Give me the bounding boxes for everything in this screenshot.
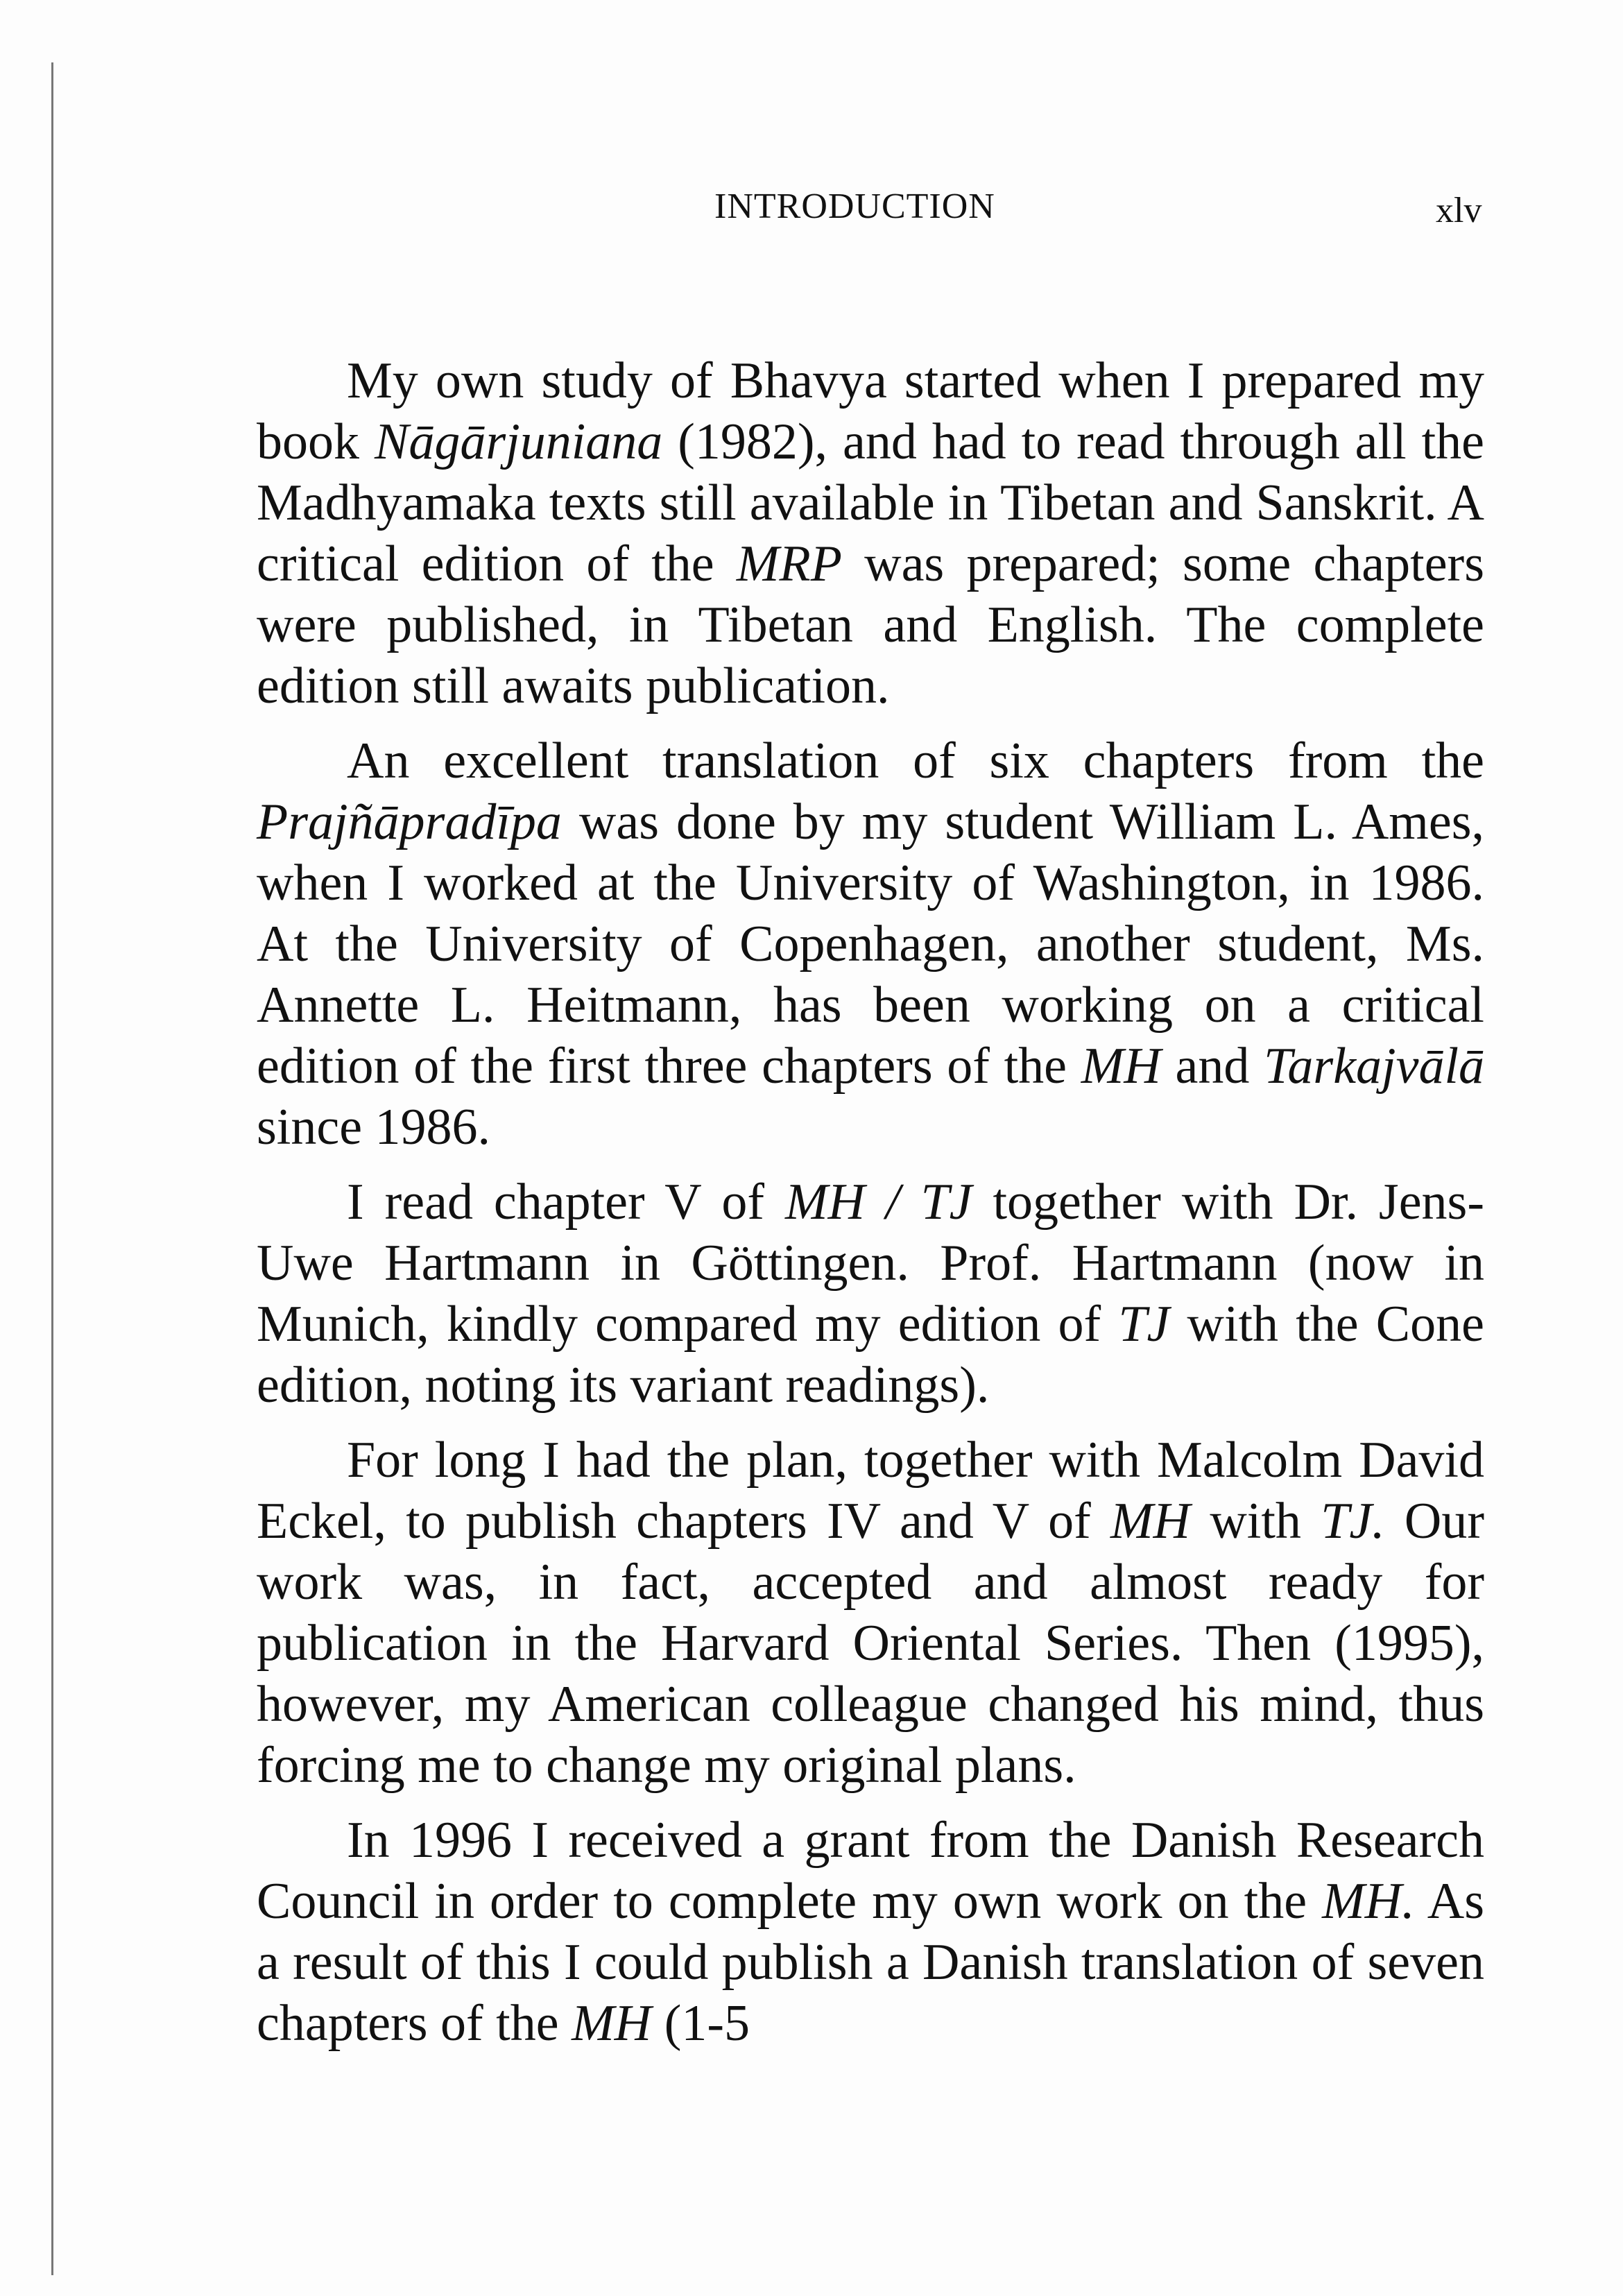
text-run: with	[1190, 1493, 1321, 1550]
running-head: INTRODUCTION	[714, 187, 995, 226]
italic-title: Nāgārjuniana	[374, 413, 663, 470]
text-run: since 1986.	[257, 1099, 491, 1156]
text-run: was done by my student William L. Ames, when I worked at the University of Washington, in 1986. At the University of Copenhagen, another student, Ms. Annette L. Heitmann, has been working on a critical edition of the first three chapters of the	[257, 794, 1484, 1095]
italic-title: Tarkajvālā	[1264, 1038, 1484, 1095]
italic-title: Prajñāpradīpa	[257, 794, 562, 850]
text-run: and	[1160, 1038, 1264, 1095]
paragraph-1	[257, 350, 1484, 717]
text-run: For long I had the plan, together with Malcolm David Eckel, to publish chapters IV and V of	[257, 1432, 1484, 1550]
italic-abbrev: MH	[572, 1995, 652, 2052]
paragraph-4	[257, 1430, 1484, 1796]
text-run: My own study of Bhavya started when I prepared my book	[257, 352, 1484, 470]
italic-abbrev: TJ.	[1321, 1493, 1385, 1550]
binding-edge-line	[51, 62, 53, 2275]
italic-abbrev: MH / TJ	[784, 1174, 972, 1231]
italic-abbrev: MH	[1110, 1493, 1191, 1550]
text-run: An excellent translation of six chapters from the	[347, 733, 1484, 789]
text-run: Our work was, in fact, accepted and almost ready for publication in the Harvard Oriental Series. Then (1995), however, my American colleague changed his mind, thus forcing me to change my original plans.	[257, 1493, 1485, 1794]
italic-abbrev: MRP	[736, 536, 842, 592]
paragraph-2	[257, 730, 1484, 1158]
text-run: (1982), and had to read through all the Madhyamaka texts still available in Tibetan and Sanskrit. A critical edition of the	[257, 413, 1485, 592]
text-run: was prepared; some chapters were published, in Tibetan and English. The complete edition still awaits publication.	[257, 536, 1484, 714]
text-run: In 1996 I received a grant from the Danish Research Council in order to complete my own work on the	[257, 1812, 1484, 1930]
page-number: xlv	[1436, 191, 1482, 230]
italic-abbrev: TJ	[1118, 1296, 1170, 1353]
text-run: (1-5	[651, 1995, 750, 2052]
body-text	[257, 350, 1484, 2068]
text-run: with the Cone edition, noting its variant readings).	[257, 1296, 1484, 1414]
text-run: I read chapter V of	[347, 1174, 785, 1231]
italic-abbrev: MH	[1081, 1038, 1161, 1095]
text-run: As a result of this I could publish a Danish translation of seven chapters of the	[257, 1873, 1484, 2052]
italic-abbrev: MH.	[1322, 1873, 1415, 1930]
paragraph-3	[257, 1172, 1484, 1416]
paragraph-5	[257, 1810, 1484, 2054]
text-run: together with Dr. Jens-Uwe Hartmann in Göttingen. Prof. Hartmann (now in Munich, kindly compared my edition of	[257, 1174, 1484, 1353]
